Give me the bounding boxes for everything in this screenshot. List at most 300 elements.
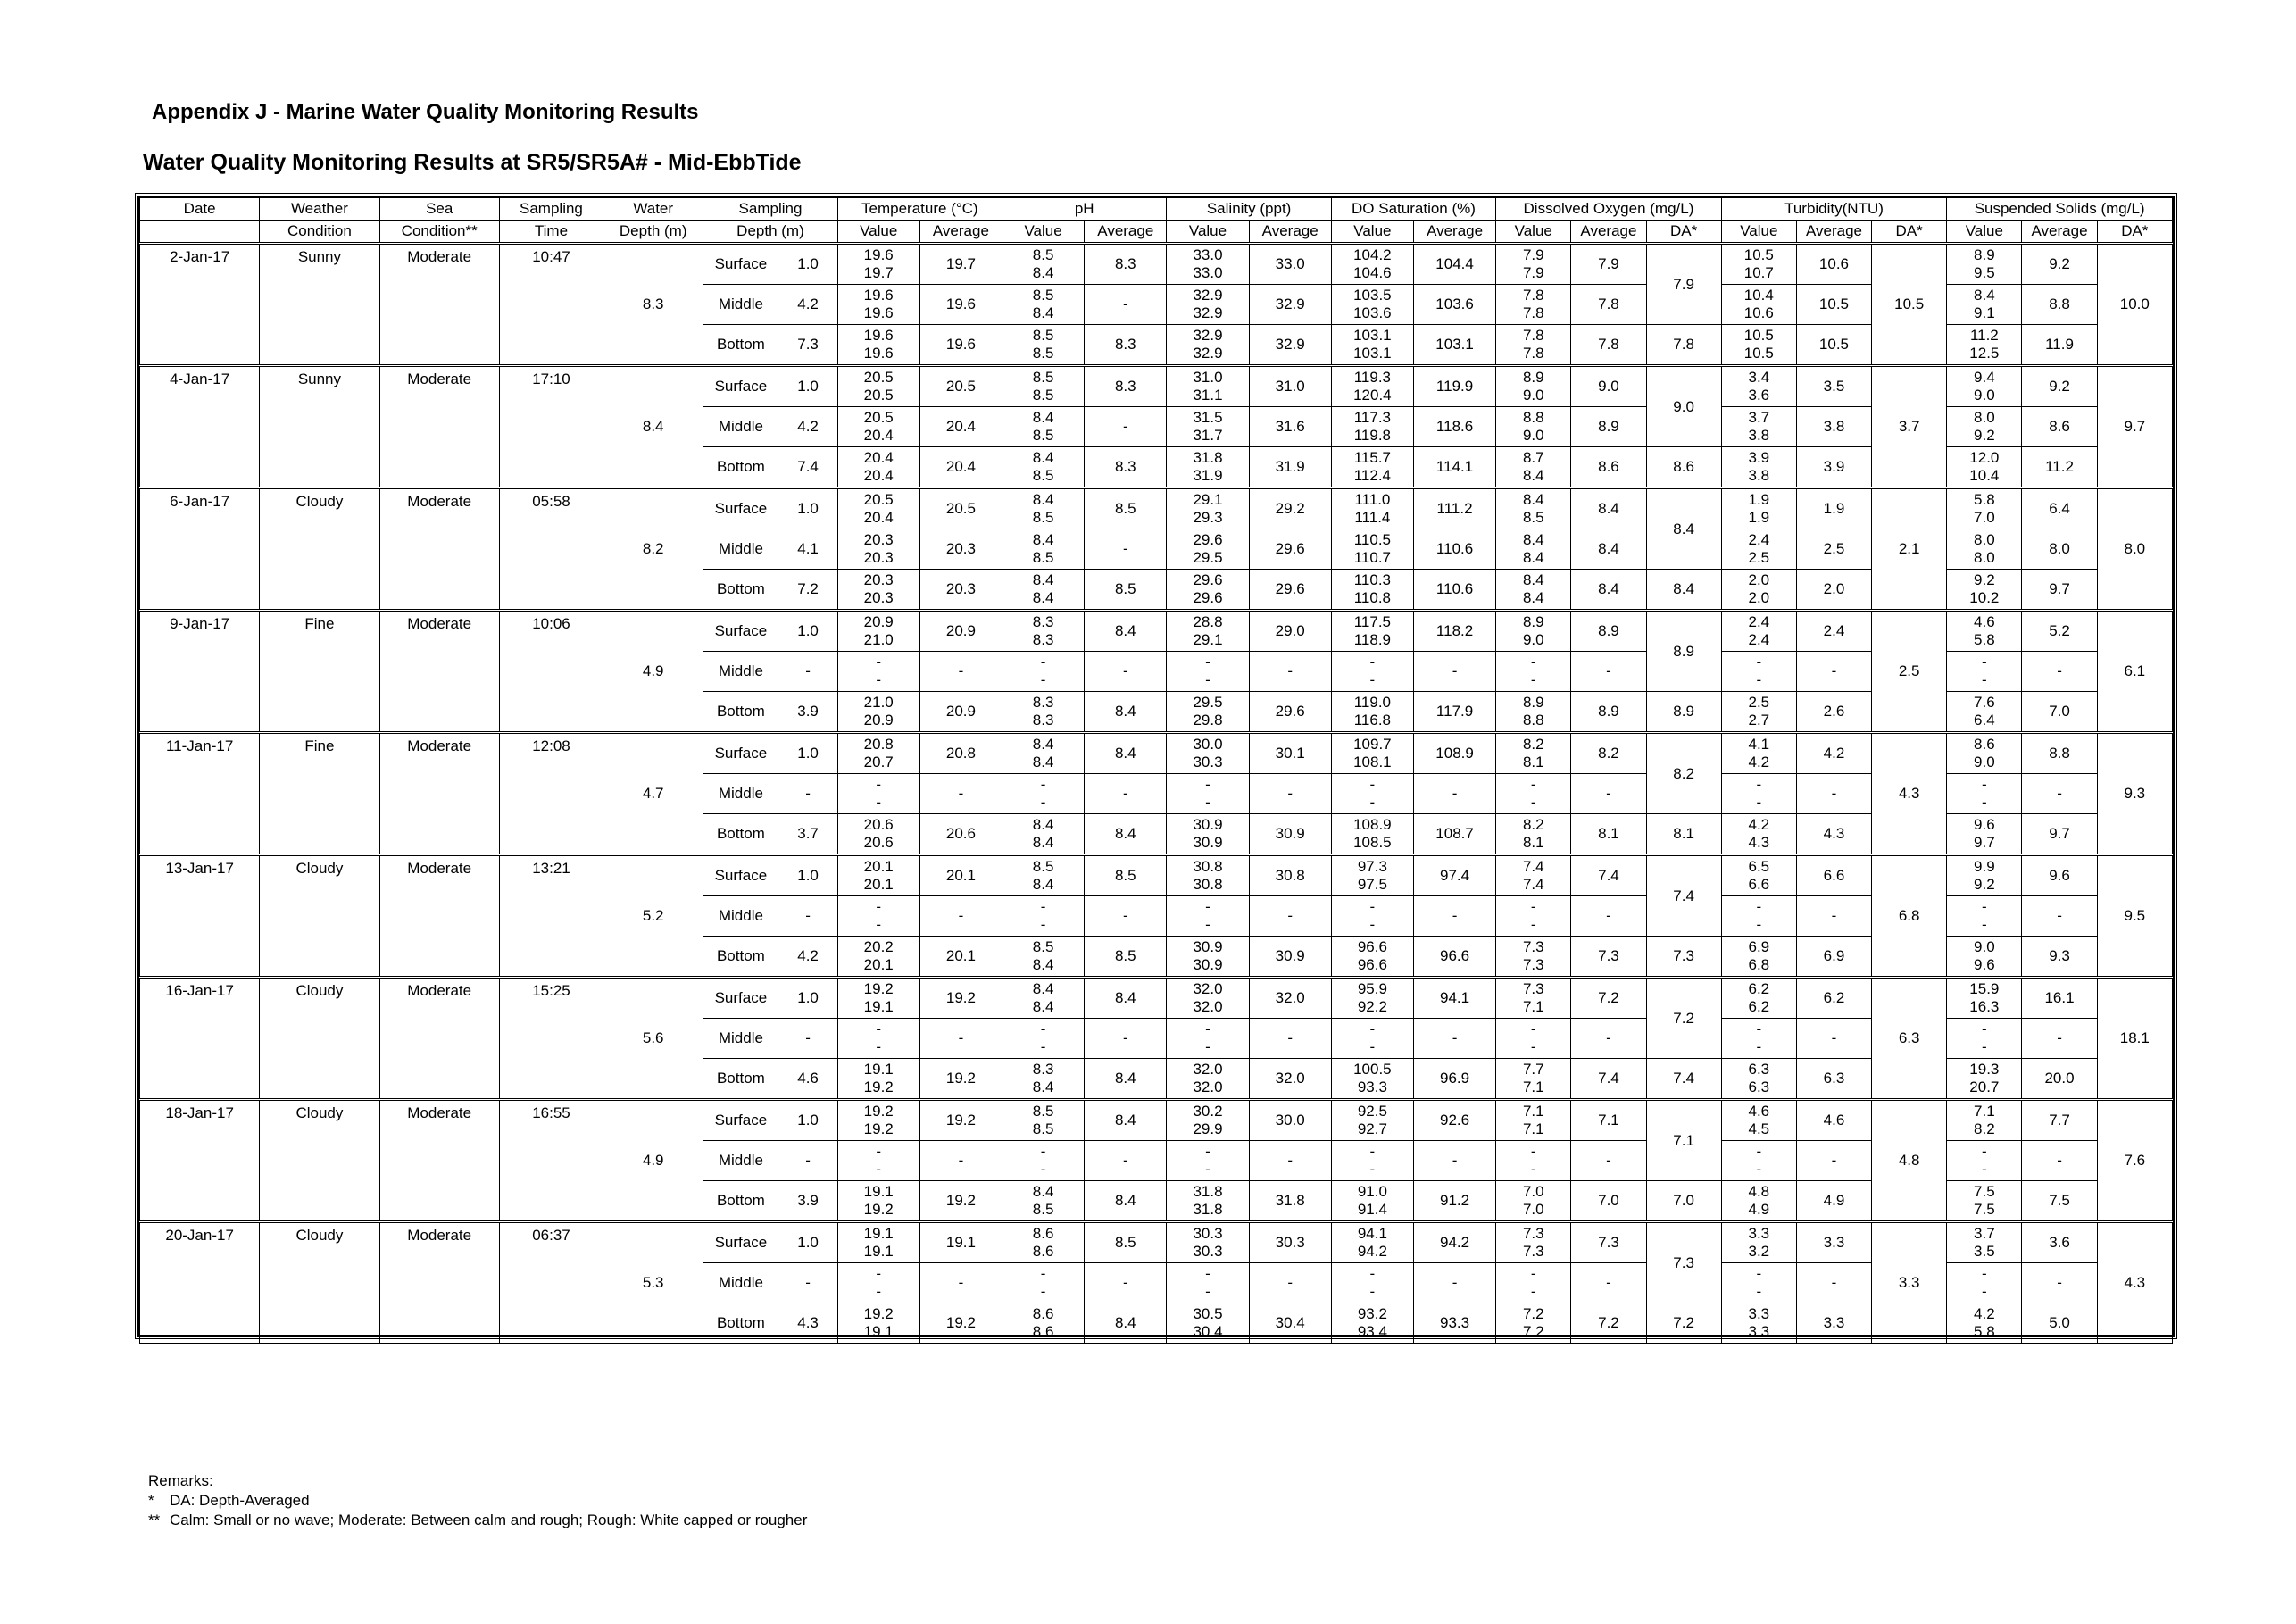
- dissolved-oxygen-value-reading: 7.7: [1522, 1061, 1544, 1078]
- dissolved-oxygen-value: [1496, 733, 1571, 774]
- layer-name-cell: Bottom: [703, 570, 778, 611]
- turbidity-da: 6.3: [1872, 978, 1947, 1100]
- salinity-value-reading: 32.9: [1193, 304, 1223, 321]
- do-saturation-value-reading: -: [1369, 794, 1376, 811]
- dissolved-oxygen-da: 9.0: [1646, 366, 1721, 447]
- water-depth-cell: 4.9: [603, 1100, 703, 1222]
- do-saturation-average: 118.2: [1413, 611, 1495, 652]
- temperature-average: 20.9: [919, 692, 1002, 733]
- remark-item: [148, 1511, 807, 1530]
- dissolved-oxygen-value: [1496, 1181, 1571, 1222]
- dissolved-oxygen-average: 8.9: [1571, 611, 1646, 652]
- layer-depth-cell: 4.2: [778, 407, 837, 447]
- do-saturation-average: 96.9: [1413, 1059, 1495, 1100]
- ph-value-reading: 8.4: [1032, 834, 1054, 851]
- salinity-value-reading: 30.3: [1193, 754, 1223, 770]
- suspended-solids-value: [1947, 978, 2022, 1019]
- suspended-solids-value: [1947, 937, 2022, 978]
- suspended-solids-value-reading: 10.2: [1969, 589, 2000, 606]
- salinity-average: 32.9: [1249, 325, 1331, 366]
- salinity-value-reading: -: [1205, 898, 1210, 915]
- dissolved-oxygen-average: 8.9: [1571, 692, 1646, 733]
- water-depth-cell: 5.2: [603, 855, 703, 978]
- do-saturation-value-reading: -: [1369, 776, 1376, 793]
- ph-average: 8.3: [1085, 325, 1167, 366]
- ph-value: [1002, 325, 1085, 366]
- do-saturation-value-reading: 111.0: [1354, 491, 1391, 508]
- do-saturation-value-reading: 100.5: [1353, 1061, 1392, 1078]
- turbidity-value: [1721, 692, 1796, 733]
- turbidity-value-reading: 1.9: [1748, 509, 1770, 526]
- results-table: [139, 197, 2173, 1344]
- dissolved-oxygen-value-reading: 7.2: [1522, 1305, 1544, 1322]
- turbidity-average: 3.3: [1796, 1303, 1871, 1344]
- suspended-solids-value-reading: 5.8: [1974, 1323, 1995, 1340]
- salinity-value: [1167, 366, 1249, 407]
- do-saturation-value: [1331, 488, 1413, 529]
- ph-value-reading: 8.4: [1032, 1183, 1054, 1200]
- temperature-value-reading: 19.6: [863, 345, 894, 362]
- header-temperature: Temperature (°C): [837, 198, 1002, 221]
- temperature-value-reading: 19.7: [863, 264, 894, 281]
- ph-value-reading: 8.5: [1032, 345, 1054, 362]
- do-saturation-average: 97.4: [1413, 855, 1495, 896]
- suspended-solids-value-reading: -: [1982, 776, 1987, 793]
- do-saturation-value-reading: 119.3: [1353, 369, 1392, 386]
- turbidity-da: 2.5: [1872, 611, 1947, 733]
- temperature-value-reading: -: [876, 1283, 882, 1300]
- suspended-solids-value-reading: 5.8: [1974, 631, 1995, 648]
- layer-name-cell: Bottom: [703, 814, 778, 855]
- date-cell: 13-Jan-17: [140, 855, 260, 978]
- do-saturation-value: [1331, 1059, 1413, 1100]
- dissolved-oxygen-average: 8.4: [1571, 529, 1646, 570]
- temperature-value: [837, 1303, 919, 1344]
- turbidity-value: [1721, 733, 1796, 774]
- salinity-average: 29.6: [1249, 529, 1331, 570]
- dissolved-oxygen-da: 7.8: [1646, 325, 1721, 366]
- salinity-average: 31.6: [1249, 407, 1331, 447]
- do-saturation-average: 118.6: [1413, 407, 1495, 447]
- do-saturation-average: 103.6: [1413, 285, 1495, 325]
- turbidity-value-reading: 4.5: [1748, 1120, 1770, 1137]
- turbidity-average: 6.6: [1796, 855, 1871, 896]
- layer-depth-cell: 3.7: [778, 814, 837, 855]
- salinity-average: 30.4: [1249, 1303, 1331, 1344]
- remark-text: DA: Depth-Averaged: [170, 1492, 310, 1509]
- turbidity-value-reading: 10.5: [1743, 327, 1774, 344]
- suspended-solids-value-reading: 20.7: [1969, 1079, 2000, 1095]
- suspended-solids-average: -: [2022, 774, 2097, 814]
- salinity-average: -: [1249, 652, 1331, 692]
- sea-condition-cell: Moderate: [379, 1222, 499, 1344]
- ph-value-reading: 8.3: [1032, 631, 1054, 648]
- header-water: Water: [603, 198, 703, 221]
- header-water-2: Depth (m): [603, 221, 703, 244]
- suspended-solids-value-reading: 9.9: [1974, 858, 1995, 875]
- do-saturation-value-reading: 91.0: [1357, 1183, 1387, 1200]
- remark-mark: **: [148, 1512, 161, 1528]
- suspended-solids-value-reading: -: [1982, 1283, 1987, 1300]
- temperature-average: 20.3: [919, 570, 1002, 611]
- dissolved-oxygen-average: 7.8: [1571, 285, 1646, 325]
- suspended-solids-average: -: [2022, 1141, 2097, 1181]
- salinity-value-reading: 30.5: [1193, 1305, 1223, 1322]
- turbidity-value-reading: 2.4: [1748, 613, 1770, 630]
- temperature-value-reading: -: [876, 1161, 882, 1178]
- salinity-value: [1167, 652, 1249, 692]
- temperature-value: [837, 652, 919, 692]
- ph-average: 8.4: [1085, 1100, 1167, 1141]
- layer-name-cell: Surface: [703, 1222, 778, 1263]
- suspended-solids-average: 9.7: [2022, 570, 2097, 611]
- suspended-solids-da: 6.1: [2097, 611, 2172, 733]
- turbidity-value: [1721, 1303, 1796, 1344]
- suspended-solids-value-reading: 9.0: [1974, 938, 1995, 955]
- ph-value-reading: -: [1040, 671, 1046, 688]
- dissolved-oxygen-da: 7.2: [1646, 1303, 1721, 1344]
- temperature-average: 20.3: [919, 529, 1002, 570]
- salinity-value-reading: 30.3: [1193, 1225, 1223, 1242]
- table-row: [140, 1222, 2173, 1263]
- do-saturation-average: -: [1413, 1263, 1495, 1303]
- dissolved-oxygen-value: [1496, 1059, 1571, 1100]
- temperature-value-reading: 19.6: [863, 246, 894, 263]
- salinity-value-reading: -: [1205, 916, 1210, 933]
- salinity-average: 30.1: [1249, 733, 1331, 774]
- dissolved-oxygen-value-reading: 9.0: [1522, 631, 1544, 648]
- temperature-value-reading: 20.1: [863, 956, 894, 973]
- turbidity-value-reading: 2.4: [1748, 531, 1770, 548]
- layer-name-cell: Middle: [703, 896, 778, 937]
- salinity-value: [1167, 978, 1249, 1019]
- date-cell: 11-Jan-17: [140, 733, 260, 855]
- do-saturation-value-reading: 104.2: [1353, 246, 1392, 263]
- suspended-solids-average: -: [2022, 896, 2097, 937]
- ph-value: [1002, 733, 1085, 774]
- dissolved-oxygen-value-reading: 7.8: [1522, 304, 1544, 321]
- suspended-solids-da: 18.1: [2097, 978, 2172, 1100]
- suspended-solids-value-reading: 8.0: [1974, 549, 1995, 566]
- salinity-value: [1167, 855, 1249, 896]
- dissolved-oxygen-da: 8.2: [1646, 733, 1721, 814]
- dissolved-oxygen-value: [1496, 1100, 1571, 1141]
- sampling-time-cell: 10:47: [499, 244, 603, 366]
- salinity-value-reading: 30.9: [1193, 816, 1223, 833]
- weather-cell: Cloudy: [260, 978, 379, 1100]
- salinity-average: 32.9: [1249, 285, 1331, 325]
- suspended-solids-value-reading: 7.0: [1974, 509, 1995, 526]
- dissolved-oxygen-average: -: [1571, 896, 1646, 937]
- do-saturation-value-reading: 117.5: [1353, 613, 1392, 630]
- do-saturation-value-reading: 93.3: [1357, 1079, 1387, 1095]
- dissolved-oxygen-average: 7.2: [1571, 978, 1646, 1019]
- dissolved-oxygen-da: 7.1: [1646, 1100, 1721, 1181]
- salinity-average: 31.0: [1249, 366, 1331, 407]
- ph-value-reading: 8.4: [1032, 998, 1054, 1015]
- temperature-value-reading: 20.3: [863, 549, 894, 566]
- dissolved-oxygen-value-reading: 8.4: [1522, 467, 1544, 484]
- sampling-time-cell: 12:08: [499, 733, 603, 855]
- dissolved-oxygen-value-reading: -: [1530, 1038, 1536, 1055]
- suspended-solids-value-reading: 9.6: [1974, 816, 1995, 833]
- ph-value-reading: -: [1040, 654, 1046, 670]
- turbidity-average: -: [1796, 652, 1871, 692]
- dissolved-oxygen-value-reading: 7.3: [1522, 938, 1544, 955]
- do-saturation-value: [1331, 774, 1413, 814]
- turbidity-average: 2.0: [1796, 570, 1871, 611]
- sampling-time-cell: 15:25: [499, 978, 603, 1100]
- do-saturation-average: -: [1413, 652, 1495, 692]
- sea-condition-cell: Moderate: [379, 855, 499, 978]
- do-saturation-value-reading: 104.6: [1353, 264, 1392, 281]
- temperature-value-reading: 20.9: [863, 712, 894, 729]
- ph-value: [1002, 366, 1085, 407]
- ph-value-reading: 8.5: [1032, 1201, 1054, 1218]
- layer-name-cell: Bottom: [703, 1303, 778, 1344]
- temperature-value-reading: 20.5: [863, 369, 894, 386]
- temperature-average: 19.6: [919, 285, 1002, 325]
- page-title: Appendix J - Marine Water Quality Monitoring Results: [152, 100, 699, 124]
- weather-cell: Cloudy: [260, 488, 379, 611]
- suspended-solids-value-reading: -: [1982, 794, 1987, 811]
- suspended-solids-value: [1947, 529, 2022, 570]
- turbidity-value-reading: 2.5: [1748, 694, 1770, 711]
- temperature-value-reading: 19.2: [863, 1079, 894, 1095]
- turbidity-value-reading: 3.8: [1748, 427, 1770, 444]
- header-salinity: Salinity (ppt): [1167, 198, 1331, 221]
- turbidity-average: 10.6: [1796, 244, 1871, 285]
- dissolved-oxygen-da: 7.3: [1646, 1222, 1721, 1303]
- sampling-time-cell: 10:06: [499, 611, 603, 733]
- temperature-value: [837, 529, 919, 570]
- do-saturation-value: [1331, 978, 1413, 1019]
- turbidity-average: 6.9: [1796, 937, 1871, 978]
- dissolved-oxygen-value: [1496, 1303, 1571, 1344]
- do-saturation-value-reading: 112.4: [1353, 467, 1392, 484]
- ph-value-reading: 8.4: [1032, 449, 1054, 466]
- do-saturation-average: 111.2: [1413, 488, 1495, 529]
- suspended-solids-value: [1947, 611, 2022, 652]
- suspended-solids-value-reading: 3.7: [1974, 1225, 1995, 1242]
- salinity-value-reading: 29.6: [1193, 589, 1223, 606]
- salinity-value-reading: 30.9: [1193, 956, 1223, 973]
- header-do-saturation: DO Saturation (%): [1331, 198, 1495, 221]
- layer-depth-cell: -: [778, 896, 837, 937]
- salinity-value-reading: 29.1: [1193, 631, 1223, 648]
- suspended-solids-average: 5.2: [2022, 611, 2097, 652]
- suspended-solids-value: [1947, 1263, 2022, 1303]
- salinity-value-reading: 29.9: [1193, 1120, 1223, 1137]
- do-saturation-value-reading: -: [1369, 916, 1376, 933]
- dissolved-oxygen-value-reading: 8.8: [1522, 409, 1544, 426]
- do-saturation-value-reading: 103.6: [1353, 304, 1392, 321]
- ph-value-reading: 8.4: [1032, 264, 1054, 281]
- dissolved-oxygen-da: 8.4: [1646, 570, 1721, 611]
- suspended-solids-value-reading: 7.5: [1974, 1201, 1995, 1218]
- temperature-value-reading: 20.4: [863, 509, 894, 526]
- do-saturation-value-reading: 108.5: [1353, 834, 1392, 851]
- header-value: Value: [1721, 221, 1796, 244]
- temperature-value: [837, 1263, 919, 1303]
- salinity-value-reading: 33.0: [1193, 246, 1223, 263]
- salinity-value-reading: -: [1205, 1038, 1210, 1055]
- dissolved-oxygen-value-reading: 7.1: [1522, 1103, 1544, 1120]
- do-saturation-value: [1331, 814, 1413, 855]
- turbidity-da: 10.5: [1872, 244, 1947, 366]
- layer-depth-cell: -: [778, 774, 837, 814]
- do-saturation-value-reading: 120.4: [1353, 387, 1392, 404]
- salinity-value-reading: 32.0: [1193, 1079, 1223, 1095]
- salinity-average: -: [1249, 1019, 1331, 1059]
- dissolved-oxygen-value-reading: -: [1530, 916, 1536, 933]
- salinity-value: [1167, 1181, 1249, 1222]
- suspended-solids-average: 7.0: [2022, 692, 2097, 733]
- suspended-solids-value: [1947, 692, 2022, 733]
- turbidity-da: 6.8: [1872, 855, 1947, 978]
- ph-value: [1002, 244, 1085, 285]
- turbidity-value-reading: -: [1756, 1038, 1762, 1055]
- temperature-value-reading: 19.2: [863, 1120, 894, 1137]
- layer-depth-cell: 4.1: [778, 529, 837, 570]
- do-saturation-value-reading: -: [1369, 898, 1376, 915]
- turbidity-value: [1721, 447, 1796, 488]
- layer-name-cell: Middle: [703, 1263, 778, 1303]
- turbidity-average: 10.5: [1796, 285, 1871, 325]
- ph-value-reading: -: [1040, 1020, 1046, 1037]
- salinity-value-reading: -: [1205, 654, 1210, 670]
- do-saturation-value-reading: 110.5: [1353, 531, 1392, 548]
- dissolved-oxygen-value-reading: 7.3: [1522, 980, 1544, 997]
- suspended-solids-value-reading: 8.4: [1974, 287, 1995, 304]
- salinity-value: [1167, 529, 1249, 570]
- do-saturation-average: 108.9: [1413, 733, 1495, 774]
- temperature-value-reading: 20.6: [863, 816, 894, 833]
- ph-value-reading: 8.4: [1032, 980, 1054, 997]
- dissolved-oxygen-value-reading: 8.8: [1522, 712, 1544, 729]
- ph-value-reading: -: [1040, 898, 1046, 915]
- suspended-solids-value-reading: 10.4: [1969, 467, 2000, 484]
- do-saturation-value-reading: 92.7: [1357, 1120, 1387, 1137]
- salinity-value-reading: -: [1205, 1161, 1210, 1178]
- sea-condition-cell: Moderate: [379, 244, 499, 366]
- salinity-average: -: [1249, 774, 1331, 814]
- ph-value-reading: 8.6: [1032, 1243, 1054, 1260]
- dissolved-oxygen-value: [1496, 692, 1571, 733]
- dissolved-oxygen-value: [1496, 570, 1571, 611]
- do-saturation-value-reading: 94.1: [1357, 1225, 1387, 1242]
- salinity-average: 30.9: [1249, 814, 1331, 855]
- turbidity-value-reading: 6.5: [1748, 858, 1770, 875]
- layer-name-cell: Middle: [703, 285, 778, 325]
- temperature-value: [837, 733, 919, 774]
- do-saturation-value-reading: 96.6: [1357, 938, 1387, 955]
- turbidity-average: 4.2: [1796, 733, 1871, 774]
- salinity-value: [1167, 774, 1249, 814]
- header-sea-2: Condition**: [379, 221, 499, 244]
- salinity-average: 33.0: [1249, 244, 1331, 285]
- ph-value: [1002, 570, 1085, 611]
- salinity-value: [1167, 447, 1249, 488]
- ph-value: [1002, 855, 1085, 896]
- ph-value-reading: 8.4: [1032, 571, 1054, 588]
- dissolved-oxygen-value-reading: 8.2: [1522, 816, 1544, 833]
- dissolved-oxygen-value-reading: 8.4: [1522, 491, 1544, 508]
- layer-depth-cell: 7.3: [778, 325, 837, 366]
- turbidity-average: 2.6: [1796, 692, 1871, 733]
- ph-value-reading: 8.6: [1032, 1323, 1054, 1340]
- do-saturation-value-reading: 111.4: [1354, 509, 1391, 526]
- do-saturation-value: [1331, 896, 1413, 937]
- turbidity-value-reading: 10.5: [1743, 246, 1774, 263]
- layer-name-cell: Surface: [703, 1100, 778, 1141]
- temperature-value-reading: 19.1: [863, 1243, 894, 1260]
- header-da: DA*: [1646, 221, 1721, 244]
- ph-value: [1002, 692, 1085, 733]
- dissolved-oxygen-value: [1496, 1141, 1571, 1181]
- suspended-solids-average: 9.3: [2022, 937, 2097, 978]
- suspended-solids-value: [1947, 1019, 2022, 1059]
- layer-depth-cell: 3.9: [778, 692, 837, 733]
- turbidity-value-reading: -: [1756, 1283, 1762, 1300]
- layer-depth-cell: 1.0: [778, 611, 837, 652]
- suspended-solids-value: [1947, 896, 2022, 937]
- temperature-value-reading: -: [876, 671, 882, 688]
- turbidity-value: [1721, 1141, 1796, 1181]
- ph-average: 8.4: [1085, 733, 1167, 774]
- suspended-solids-value-reading: 7.6: [1974, 694, 1995, 711]
- do-saturation-value: [1331, 325, 1413, 366]
- suspended-solids-value-reading: 8.6: [1974, 736, 1995, 753]
- temperature-value-reading: 19.1: [863, 1061, 894, 1078]
- do-saturation-value: [1331, 244, 1413, 285]
- dissolved-oxygen-da: 8.4: [1646, 488, 1721, 570]
- dissolved-oxygen-average: 8.2: [1571, 733, 1646, 774]
- turbidity-average: 4.3: [1796, 814, 1871, 855]
- ph-value: [1002, 896, 1085, 937]
- do-saturation-value-reading: 116.8: [1353, 712, 1392, 729]
- dissolved-oxygen-value-reading: 8.4: [1522, 589, 1544, 606]
- dissolved-oxygen-average: -: [1571, 1019, 1646, 1059]
- dissolved-oxygen-value: [1496, 285, 1571, 325]
- date-cell: 2-Jan-17: [140, 244, 260, 366]
- temperature-value-reading: 20.3: [863, 589, 894, 606]
- turbidity-value-reading: -: [1756, 898, 1762, 915]
- suspended-solids-value-reading: 4.2: [1974, 1305, 1995, 1322]
- dissolved-oxygen-value: [1496, 1222, 1571, 1263]
- turbidity-value: [1721, 529, 1796, 570]
- do-saturation-average: 94.1: [1413, 978, 1495, 1019]
- suspended-solids-value-reading: -: [1982, 1265, 1987, 1282]
- layer-name-cell: Bottom: [703, 692, 778, 733]
- dissolved-oxygen-value-reading: 7.9: [1522, 264, 1544, 281]
- layer-name-cell: Bottom: [703, 1059, 778, 1100]
- layer-depth-cell: 1.0: [778, 855, 837, 896]
- suspended-solids-value: [1947, 1100, 2022, 1141]
- temperature-value-reading: 20.1: [863, 876, 894, 893]
- ph-value-reading: 8.3: [1032, 613, 1054, 630]
- do-saturation-average: 110.6: [1413, 570, 1495, 611]
- turbidity-value-reading: -: [1756, 1161, 1762, 1178]
- dissolved-oxygen-value-reading: 7.1: [1522, 1120, 1544, 1137]
- salinity-value: [1167, 244, 1249, 285]
- do-saturation-average: 93.3: [1413, 1303, 1495, 1344]
- layer-name-cell: Surface: [703, 488, 778, 529]
- dissolved-oxygen-value-reading: 7.0: [1522, 1183, 1544, 1200]
- suspended-solids-value: [1947, 1181, 2022, 1222]
- ph-value: [1002, 611, 1085, 652]
- ph-value: [1002, 1059, 1085, 1100]
